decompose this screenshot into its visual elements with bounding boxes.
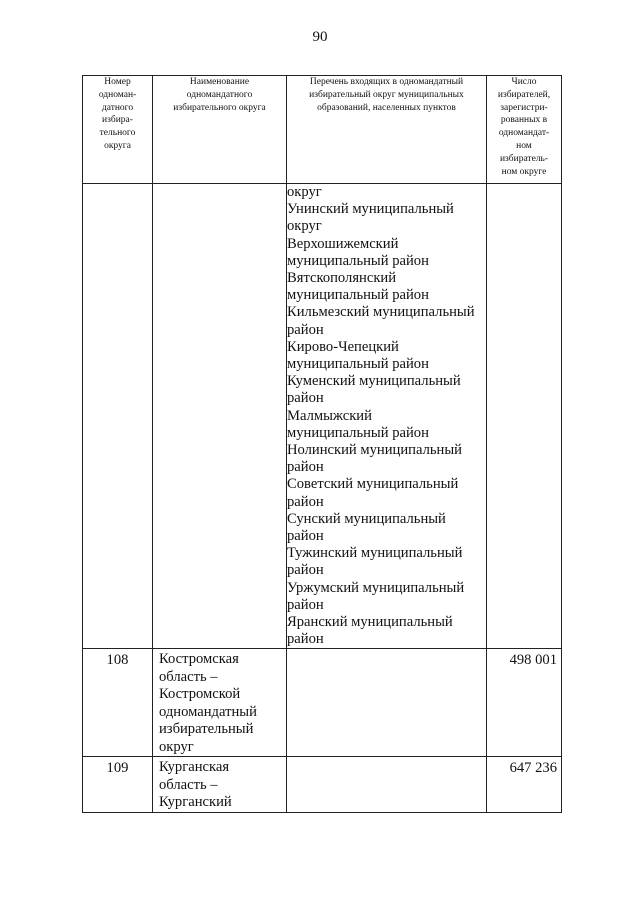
municipality-line: район <box>287 321 324 338</box>
municipality-line: Верхошижемский <box>287 235 399 252</box>
header-line: избирательного округа <box>173 102 266 113</box>
cell-name <box>153 649 287 757</box>
district-name-line: Курганская <box>159 759 230 776</box>
header-line: одноман- <box>98 89 137 100</box>
cell-name <box>153 757 287 812</box>
cell-municipality-list <box>287 184 487 649</box>
municipality-line: муниципальный район <box>287 287 429 304</box>
municipality-line: Кирово-Чепецкий <box>287 338 399 355</box>
districts-table <box>82 75 562 813</box>
municipality-line: муниципальный район <box>287 356 429 373</box>
municipality-line: район <box>287 459 324 476</box>
cell-municipality-list <box>287 649 487 757</box>
table-header-row <box>83 76 562 184</box>
header-line: округа <box>104 140 131 151</box>
header-line: одномандатного <box>186 89 253 100</box>
cell-number <box>83 184 153 649</box>
municipality-line: муниципальный район <box>287 424 429 441</box>
municipality-line: район <box>287 631 324 648</box>
header-line: Перечень входящих в одномандатный <box>309 77 464 87</box>
cell-municipality-list <box>287 757 487 812</box>
header-line: ном округе <box>501 166 547 177</box>
municipality-line: Куменский муниципальный <box>287 373 461 390</box>
cell-voters: 498 001 <box>487 649 562 757</box>
district-name-line: избирательный <box>159 721 254 738</box>
cell-voters <box>487 184 562 649</box>
municipality-line: округ <box>287 218 322 235</box>
header-line: Номер <box>104 77 131 87</box>
cell-number: 109 <box>83 757 153 812</box>
municipality-line: муниципальный район <box>287 252 429 269</box>
header-line: ном <box>516 140 532 151</box>
header-line: одномандат- <box>498 128 550 139</box>
page-number: 90 <box>312 29 328 45</box>
table-row <box>83 757 562 812</box>
district-name-line: одномандатный <box>159 703 257 720</box>
header-line: избирателей, <box>497 89 551 100</box>
municipality-line: Кильмезский муниципальный <box>287 304 475 321</box>
header-line: тельного <box>99 128 136 139</box>
municipality-line: Уржумский муниципальный <box>287 579 465 596</box>
municipality-line: район <box>287 493 324 510</box>
header-line: избирательный округ муниципальных <box>309 89 464 100</box>
municipality-line: Малмыжский <box>287 407 372 424</box>
cell-number: 108 <box>83 649 153 757</box>
district-name-line: Курганский <box>159 794 232 811</box>
header-line: образований, населенных пунктов <box>317 102 456 113</box>
district-name-line: область – <box>159 668 218 685</box>
municipality-line: район <box>287 390 324 407</box>
cell-name <box>153 184 287 649</box>
municipality-line: район <box>287 596 324 613</box>
header-municipalities <box>287 76 487 184</box>
header-line: избиратель- <box>499 153 549 164</box>
municipality-line: Унинский муниципальный <box>287 201 454 218</box>
header-voter-count <box>487 76 562 184</box>
header-line: Число <box>511 77 537 87</box>
municipality-line: Сунский муниципальный <box>287 510 446 527</box>
municipality-line: Нолинский муниципальный <box>287 442 462 459</box>
municipality-line: Вятскополянский <box>287 270 397 287</box>
table-row <box>83 649 562 757</box>
header-district-number <box>83 76 153 184</box>
municipality-line: Тужинский муниципальный <box>287 545 463 562</box>
header-line: датного <box>101 102 134 113</box>
cell-voters: 647 236 <box>487 757 562 812</box>
header-district-name <box>153 76 287 184</box>
municipality-line: район <box>287 562 324 579</box>
district-name-line: округ <box>159 738 194 755</box>
municipality-line: район <box>287 528 324 545</box>
header-line: зарегистри- <box>500 102 548 113</box>
header-line: избира- <box>102 115 133 126</box>
municipality-line: округ <box>287 184 322 200</box>
district-name-line: область – <box>159 776 218 793</box>
municipality-line: Советский муниципальный <box>287 476 459 493</box>
table-row-continuation <box>83 184 562 649</box>
municipality-line: Яранский муниципальный <box>287 614 453 631</box>
header-line: рованных в <box>500 115 548 126</box>
district-name-line: Костромская <box>159 651 239 668</box>
district-name-line: Костромской <box>159 686 241 703</box>
header-line: Наименование <box>189 77 250 87</box>
